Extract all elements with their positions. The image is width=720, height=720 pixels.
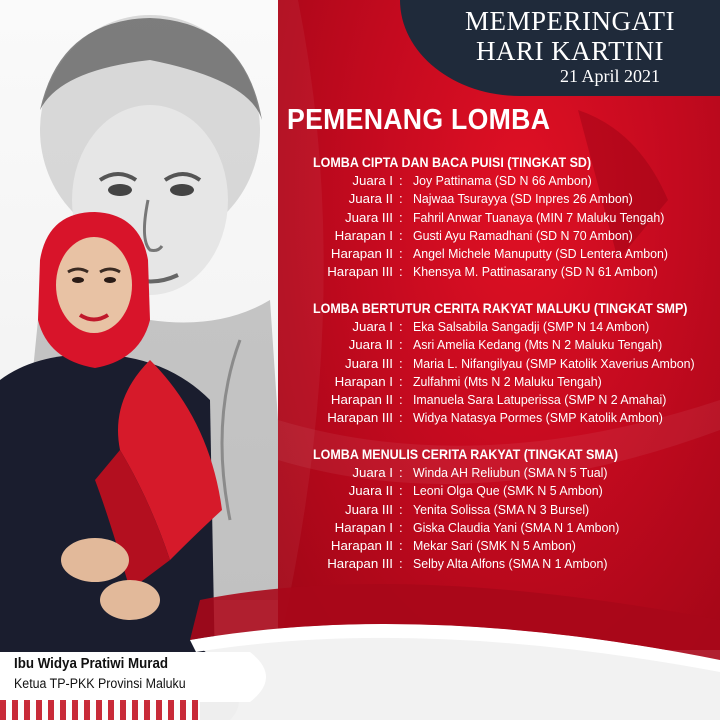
colon: : [399,373,403,389]
colon: : [399,246,403,262]
header-title-line2: HARI KARTINI [475,36,665,66]
colon: : [399,556,403,572]
header-title-line1: MEMPERINGATI [464,6,675,36]
winner-rank: Juara I [352,319,393,334]
header-date: 21 April 2021 [560,66,661,86]
colon: : [399,501,403,517]
caption-name: Ibu Widya Pratiwi Murad [14,656,169,672]
winner-rank: Harapan I [334,227,393,243]
winner-name: Gusti Ayu Ramadhani (SD N 70 Ambon) [413,227,633,243]
winner-name: Mekar Sari (SMK N 5 Ambon) [413,538,576,554]
winner-name: Widya Natasya Pormes (SMP Katolik Ambon) [413,410,663,426]
caption-role: Ketua TP-PKK Provinsi Maluku [14,676,186,691]
colon: : [399,209,403,225]
winner-rank: Juara II [348,483,393,499]
winner-name: Angel Michele Manuputty (SD Lentera Ambon) [413,246,669,262]
page-title: PEMENANG LOMBA [287,104,551,136]
colon: : [399,519,403,535]
section-title: LOMBA BERTUTUR CERITA RAKYAT MALUKU (TINGKAT SMP) [313,301,688,316]
winner-name: Maria L. Nifangilyau (SMP Katolik Xaverius Ambon) [413,355,695,371]
winner-rank: Harapan II [330,392,393,408]
colon: : [399,465,403,480]
colon: : [399,538,403,554]
winner-rank: Harapan II [330,246,393,262]
winner-rank: Harapan I [334,519,393,535]
winner-name: Winda AH Reliubun (SMA N 5 Tual) [413,465,608,480]
winner-name: Selby Alta Alfons (SMA N 1 Ambon) [413,556,608,572]
winner-name: Zulfahmi (Mts N 2 Maluku Tengah) [413,373,602,389]
winner-name: Leoni Olga Que (SMK N 5 Ambon) [413,483,603,499]
section-title: LOMBA CIPTA DAN BACA PUISI (TINGKAT SD) [313,155,592,170]
colon: : [399,392,403,408]
colon: : [399,337,403,353]
colon: : [399,227,403,243]
colon: : [399,410,403,426]
winner-name: Giska Claudia Yani (SMA N 1 Ambon) [413,519,620,535]
winner-name: Fahril Anwar Tuanaya (MIN 7 Maluku Tengah) [413,209,665,225]
winner-rank: Harapan II [330,538,393,554]
winner-name: Yenita Solissa (SMA N 3 Bursel) [413,501,590,517]
winner-rank: Juara II [348,337,393,353]
winner-name: Asri Amelia Kedang (Mts N 2 Maluku Tengah) [413,337,663,353]
section-title: LOMBA MENULIS CERITA RAKYAT (TINGKAT SMA) [313,447,618,462]
winner-rank: Harapan III [327,556,393,572]
winner-rank: Harapan I [334,373,393,389]
winner-name: Eka Salsabila Sangadji (SMP N 14 Ambon) [413,319,650,334]
winner-rank: Juara II [348,191,393,207]
winner-name: Joy Pattinama (SD N 66 Ambon) [413,173,592,188]
winner-name: Imanuela Sara Latuperissa (SMP N 2 Amahai) [413,392,667,408]
checkered-pattern [0,700,200,720]
colon: : [399,483,403,499]
colon: : [399,191,403,207]
winner-name: Khensya M. Pattinasarany (SD N 61 Ambon) [413,264,658,280]
winner-rank: Harapan III [327,264,393,280]
winner-rank: Juara III [344,209,393,225]
colon: : [399,173,403,188]
colon: : [399,264,403,280]
winner-rank: Juara III [344,501,393,517]
colon: : [399,355,403,371]
winner-name: Najwaa Tsurayya (SD Inpres 26 Ambon) [413,191,633,207]
winner-rank: Harapan III [327,410,393,426]
winner-rank: Juara I [352,173,393,188]
colon: : [399,319,403,334]
winner-rank: Juara I [352,465,393,480]
winner-rank: Juara III [344,355,393,371]
